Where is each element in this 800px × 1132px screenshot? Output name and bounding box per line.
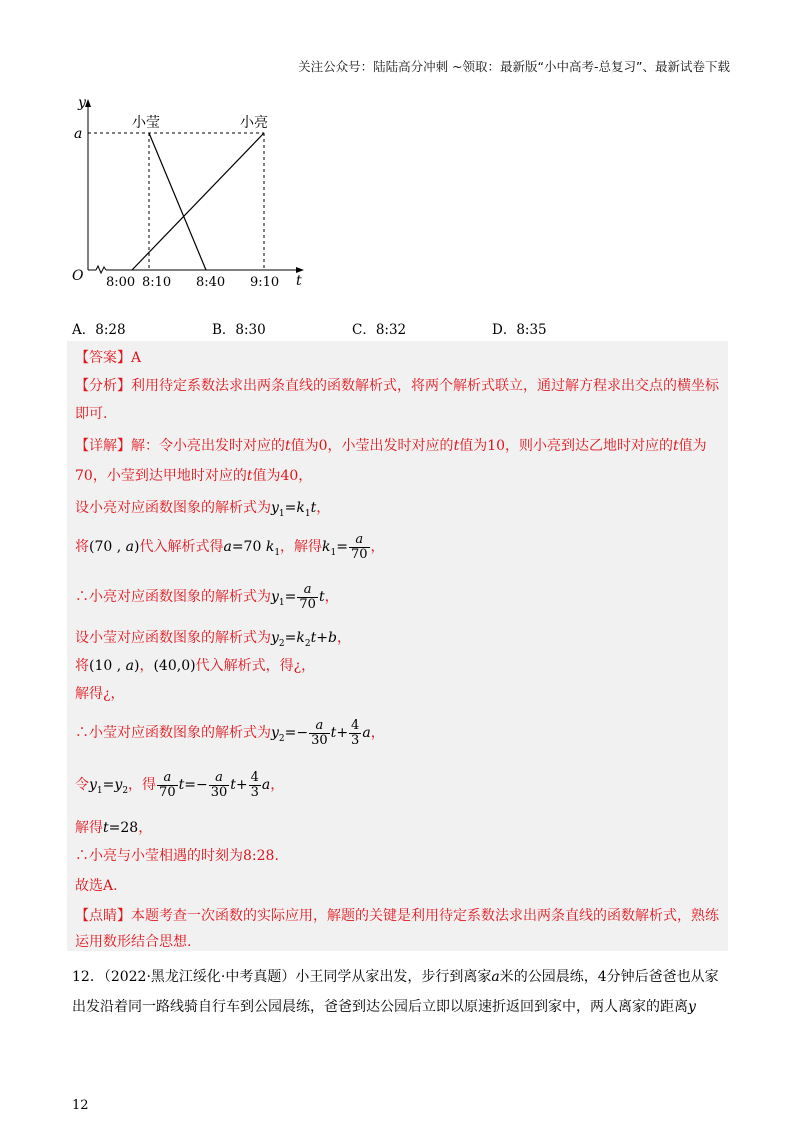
tick-800: 8:00 (106, 275, 136, 290)
detail-line-4: 将(70 , a)代入解析式得a=70 $k_1$，解得$k_1=$ $\frac{a}{70}$ ， (75, 532, 385, 562)
comment-line-1: 【点睛】本题考查一次函数的实际应用，解题的关键是利用待定系数法求出两条直线的函数解析式，熟练 (75, 908, 719, 924)
detail-line-12: ∴小亮与小莹相遇的时刻为8:28. (75, 848, 279, 864)
distance-time-graph (60, 95, 320, 300)
analysis-line-2: 即可. (75, 406, 108, 422)
origin-label: O (72, 268, 84, 284)
t-label: t (296, 273, 302, 289)
detail-line-10: 令$y_1=y_2$，得 $\frac{a}{70}$ t=− $\frac{a}{30}$ t+ $\frac{4}{3}$ a， (75, 770, 285, 800)
detail-line-6: 设小莹对应函数图象的解析式为$y_2=k_2t+b$， (75, 630, 351, 649)
option-a[interactable]: A．8:28 (72, 322, 126, 338)
detail-line-9: ∴小莹对应函数图象的解析式为$y_2=-$ $\frac{a}{30}$ t+ $\frac{4}{3}$ a， (75, 718, 385, 748)
solution-block (67, 341, 728, 951)
tick-910: 9:10 (250, 275, 280, 290)
detail-line-8: 解得¿， (75, 686, 125, 702)
detail-line-13: 故选A. (75, 878, 118, 894)
label-xiaoliang: 小亮 (240, 115, 268, 131)
y-label: y (78, 95, 86, 111)
detail-line-3: 设小亮对应函数图象的解析式为$y_1=k_1t$， (75, 500, 331, 519)
label-xiaoying: 小莹 (132, 115, 160, 131)
analysis-line-1: 【分析】利用待定系数法求出两条直线的函数解析式，将两个解析式联立，通过解方程求出交点的横坐标 (75, 378, 719, 394)
option-b[interactable]: B．8:30 (212, 322, 266, 338)
axis-break (96, 266, 106, 273)
a-label: a (74, 126, 83, 142)
detail-line-1: 【详解】解：令小亮出发时对应的t值为0，小莹出发时对应的t值为10，则小亮到达乙地时对应的t值为 (75, 438, 707, 454)
answer-line: 【答案】A (75, 350, 142, 366)
comment-line-2: 运用数形结合思想. (75, 934, 192, 950)
question-12-line-2: 出发沿着同一路线骑自行车到公园晨练，爸爸到达公园后立即以原速折返回到家中，两人离家的距离y (72, 999, 696, 1015)
detail-line-11: 解得t=28， (75, 820, 153, 836)
tick-810: 8:10 (142, 275, 172, 290)
page-number: 12 (72, 1098, 89, 1113)
option-d[interactable]: D．8:35 (492, 322, 547, 338)
option-c[interactable]: C．8:32 (352, 322, 407, 338)
page-header: 关注公众号：陆陆高分冲刺 ~领取：最新版“小中高考-总复习”、最新试卷下载 (298, 59, 730, 74)
detail-line-2: 70，小莹到达甲地时对应的t值为40， (75, 468, 313, 484)
tick-840: 8:40 (196, 275, 226, 290)
detail-line-7: 将(10 , a)，(40,0)代入解析式，得¿， (75, 658, 316, 674)
question-12-line-1: 12．（2022·黑龙江绥化·中考真题）小王同学从家出发，步行到离家a米的公园晨练，4分钟后爸爸也从家 (72, 969, 719, 985)
detail-line-5: ∴小亮对应函数图象的解析式为$y_1=$ $\frac{a}{70}$ t， (75, 582, 339, 612)
graph-svg (60, 95, 320, 300)
